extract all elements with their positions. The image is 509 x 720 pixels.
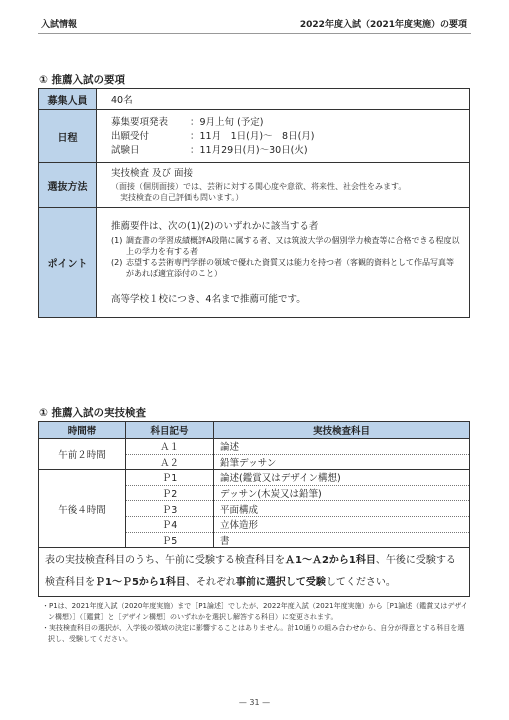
table-row xyxy=(39,470,470,486)
subject-name: 書 xyxy=(214,532,470,548)
instruction-emphasis: Ａ1～Ａ2から1科目 xyxy=(285,555,376,567)
value-selection-method xyxy=(97,163,470,208)
page-number: — 31 — xyxy=(238,698,271,707)
subject-name: 立体造形 xyxy=(214,516,470,532)
table-row xyxy=(39,439,470,455)
subject-code: Ｐ1 xyxy=(126,470,214,486)
subject-code: Ｐ2 xyxy=(126,485,214,501)
subject-code: Ｐ5 xyxy=(126,532,214,548)
label-schedule: 日程 xyxy=(39,110,97,163)
selection-instruction xyxy=(39,548,470,597)
time-afternoon: 午後４時間 xyxy=(39,470,126,548)
footnote: ・実技検査科目の選択が、入学後の領域の決定に影響することはありません。計10通りの組み合わせから、自分が得意とする科目を選択し、受験してください。 xyxy=(42,624,465,643)
instruction-emphasis: 事前に選択して受験 xyxy=(235,577,326,589)
instruction-text: 、午後に受験する検査科目を xyxy=(45,555,456,589)
value-schedule xyxy=(97,110,470,163)
schedule-item-name: 試験日 xyxy=(111,144,140,156)
table-header-row xyxy=(39,422,470,439)
selection-note-1: （面接（個別面接）では、芸術に対する関心度や意欲、将来性、社会性をみます。 xyxy=(111,182,407,191)
row-schedule xyxy=(39,110,470,163)
time-morning: 午前２時間 xyxy=(39,439,126,470)
header-subject: 実技検査科目 xyxy=(214,422,470,439)
header-section-label: 入試情報 xyxy=(41,20,78,30)
header-code: 科目記号 xyxy=(126,422,214,439)
header-time: 時間帯 xyxy=(39,422,126,439)
condition-text: 調査書の学習成績概評A段階に属する者、又は筑波大学の個別学力検査等に合格できる程度以上の学力を有する者 xyxy=(126,236,460,256)
instruction-text: 、それぞれ xyxy=(185,577,236,589)
row-selection-method xyxy=(39,163,470,208)
point-condition-2 xyxy=(111,257,461,279)
subject-code: Ｐ4 xyxy=(126,516,214,532)
schedule-item-date: ：11月 1日(月)～ 8日(月) xyxy=(190,130,315,142)
condition-number: (2) xyxy=(111,258,123,267)
instruction-text: してください。 xyxy=(325,577,396,589)
row-capacity xyxy=(39,89,470,110)
subject-name: 鉛筆デッサン xyxy=(214,454,470,470)
label-selection-method: 選抜方法 xyxy=(39,163,97,208)
schedule-item-name: 出願受付 xyxy=(111,130,150,142)
condition-number: (1) xyxy=(111,236,123,245)
label-capacity: 募集人員 xyxy=(39,89,97,110)
instruction-text: 表の実技検査科目のうち、午前に受験する検査科目を xyxy=(45,555,285,567)
practical-test-table xyxy=(38,421,470,597)
requirements-table xyxy=(38,88,470,318)
subject-name: 論述(鑑賞又はデザイン構想) xyxy=(214,470,470,486)
subject-code: Ａ２ xyxy=(126,454,214,470)
schedule-item-date: ：9月上旬 (予定) xyxy=(190,116,264,128)
row-point xyxy=(39,208,470,318)
instruction-emphasis: Ｐ1～Ｐ5から1科目 xyxy=(95,577,186,589)
subject-code: Ｐ3 xyxy=(126,501,214,517)
section2-title: ① 推薦入試の実技検査 xyxy=(39,407,147,419)
footnotes xyxy=(42,601,470,645)
selection-note-2: 実技検査の自己評価も問います。） xyxy=(120,193,244,202)
subject-code: Ａ１ xyxy=(126,439,214,455)
footnote: ・P1は、2021年度入試（2020年度実施）まで［P1論述］でしたが、2022年度入試（2021年度実施）から［P1論述（鑑賞又はデザイン構想）］（［鑑賞］と［デザイン構想］のいずれかを選択し解答する科目）に変更されます。 xyxy=(42,602,468,621)
header-divider xyxy=(38,33,471,34)
condition-text: 志望する芸術専門学群の領域で優れた資質又は能力を持つ者（客観的資料として作品写真等があれば適宜添付のこと） xyxy=(126,258,454,278)
label-point: ポイント xyxy=(39,208,97,318)
section1-title: ① 推薦入試の要項 xyxy=(39,74,126,86)
point-recommend-limit: 高等学校１校につき、4名まで推薦可能です。 xyxy=(111,294,306,305)
schedule-item-date: ：11月29日(月)～30日(火) xyxy=(190,144,308,156)
value-point xyxy=(97,208,470,318)
point-condition-1 xyxy=(111,235,461,257)
summary-row xyxy=(39,548,470,597)
schedule-item-name: 募集要項発表 xyxy=(111,116,169,128)
point-lead: 推薦要件は、次の(1)(2)のいずれかに該当する者 xyxy=(111,221,319,232)
subject-name: 論述 xyxy=(214,439,470,455)
selection-main: 実技検査 及び 面接 xyxy=(111,168,194,179)
subject-name: デッサン(木炭又は鉛筆) xyxy=(214,485,470,501)
value-capacity: 40名 xyxy=(97,89,470,110)
header-title: 2022年度入試（2021年度実施）の要項 xyxy=(299,20,467,30)
subject-name: 平面構成 xyxy=(214,501,470,517)
